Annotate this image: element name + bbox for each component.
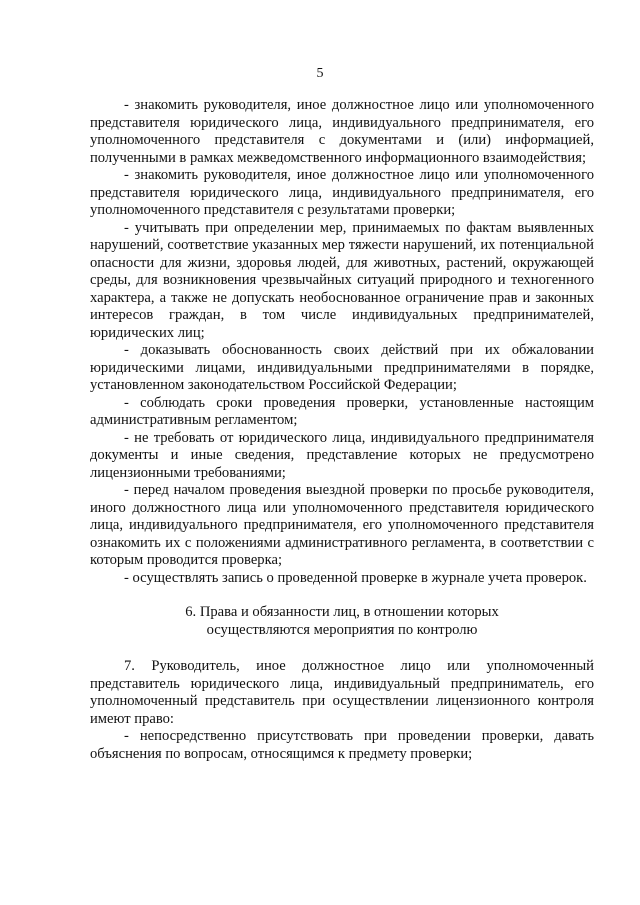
section-heading (90, 604, 594, 639)
section-title-line-1: 6. Права и обязанности лиц, в отношении которых (185, 604, 499, 620)
page-number: 5 (316, 66, 324, 81)
paragraph: - не требовать от юридического лица, индивидуального предпринимателя документы и иные сведения, представление которых не предусмотрено лицензионными требованиями; (90, 429, 594, 481)
paragraph: 7. Руководитель, иное должностное лицо или уполномоченный представитель юридического лица, индивидуальный предприниматель, его уполномоченный представитель при осуществлении лицензионного контроля имеют право: (90, 658, 594, 727)
paragraph: - доказывать обоснованность своих действий при их обжаловании юридическими лицами, индивидуальными предпринимателями в порядке, установленном законодательством Российской Федерации; (90, 342, 594, 393)
document-body (90, 97, 594, 763)
paragraph: - учитывать при определении мер, принимаемых по фактам выявленных нарушений, соответствие указанных мер тяжести нарушений, их потенциальной опасности для жизни, здоровья людей, для животных, растений, окружающей среды, для возникновения чрезвычайных ситуаций природного и техногенного характера, а также не допускать необоснованное ограничение прав и законных интересов граждан, в том числе индивидуальных предпринимателей, юридических лиц; (90, 219, 594, 341)
paragraph: - непосредственно присутствовать при проведении проверки, давать объяснения по вопросам, относящимся к предмету проверки; (90, 728, 594, 762)
section-title-line-2: осуществляются мероприятия по контролю (206, 621, 478, 638)
paragraph: - соблюдать сроки проведения проверки, установленные настоящим административным регламентом; (90, 394, 594, 428)
paragraph: - перед началом проведения выездной проверки по просьбе руководителя, иного должностного лица или уполномоченного представителя юридического лица, индивидуального предпринимателя, его уполномоченного представителя ознакомить их с положениями административного регламента, в соответствии с которым проводится проверка; (90, 482, 594, 568)
paragraph: - знакомить руководителя, иное должностное лицо или уполномоченного представителя юридического лица, индивидуального предпринимателя, его уполномоченного представителя с результатами проверки; (90, 167, 594, 218)
paragraph: - осуществлять запись о проведенной проверке в журнале учета проверок. (124, 569, 587, 586)
paragraph: - знакомить руководителя, иное должностное лицо или уполномоченного представителя юридического лица, индивидуального предпринимателя, его уполномоченного представителя с документами и (или) информацией, полученными в рамках межведомственного информационного взаимодействия; (90, 97, 594, 166)
